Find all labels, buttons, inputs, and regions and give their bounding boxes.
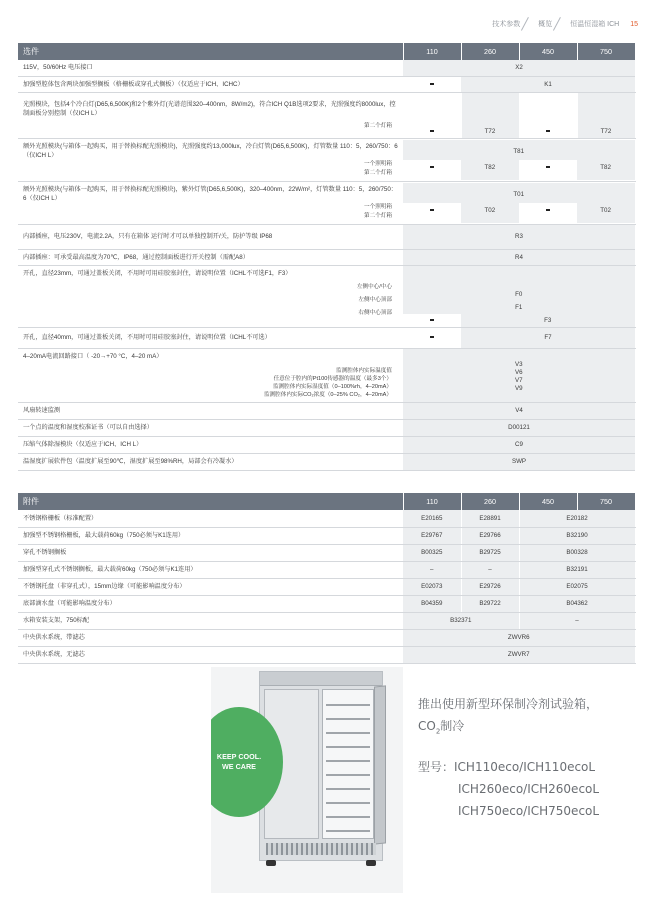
row-desc [18, 181, 403, 224]
model-line: ICH750eco/ICH750ecoL [458, 804, 600, 819]
row-value: V6 [514, 368, 523, 376]
cell-260: E29766 [461, 527, 519, 544]
accessories-table [18, 493, 636, 664]
model-line: ICH260eco/ICH260ecoL [458, 782, 600, 797]
dash-mark [430, 319, 434, 321]
dash-mark [430, 83, 434, 85]
row-desc: 水箱安装支架，750标配 [18, 612, 403, 629]
model-label: 型号： [418, 760, 455, 775]
table-row [18, 510, 635, 527]
row-desc: 一个点的温度和湿度校准证书（可以自由选择） [18, 419, 403, 436]
row-desc: 115V，50/60Hz 电压接口 [18, 60, 403, 76]
row-desc-text: 4–20mA电流回路接口（ -20→+70 °C，4–20 mA） [23, 352, 163, 360]
table-title: 选件 [18, 43, 403, 60]
dash-mark [430, 336, 434, 338]
cell-260: T72 [461, 92, 519, 138]
row-sub: 第二个灯箱 [364, 122, 392, 129]
cell-260: E28891 [461, 510, 519, 527]
row-value: F3 [461, 314, 635, 327]
cell-110 [403, 203, 461, 223]
dash-mark [430, 130, 434, 132]
row-desc: 不锈钢托盘（非穿孔式），15mm边缘（可能影响温度分布） [18, 578, 403, 595]
cell-110-260: B32371 [403, 612, 519, 629]
table-row [18, 224, 635, 249]
dash-mark [430, 209, 434, 211]
table-row [18, 612, 635, 629]
row-value: V7 [514, 376, 523, 384]
breadcrumb-item[interactable]: 恒温恒湿箱 ICH [570, 21, 620, 28]
table-row [18, 327, 635, 348]
row-desc: 底部滴水盘（可能影响温度分布） [18, 595, 403, 612]
cell-110 [403, 76, 461, 92]
cell-260: – [461, 561, 519, 578]
cell-110 [403, 92, 461, 138]
breadcrumb-separator [555, 17, 567, 31]
cell-110: B04359 [403, 595, 461, 612]
row-value: T01 [403, 183, 635, 203]
cell-110 [403, 160, 461, 180]
co2-text: CO [418, 719, 436, 733]
row-value: R3 [403, 224, 635, 249]
column-header: 260 [461, 43, 519, 60]
cell-110 [403, 314, 461, 327]
row-value: D00121 [403, 419, 635, 436]
table-row [18, 527, 635, 544]
table-row [18, 402, 635, 419]
row-desc [18, 348, 403, 402]
column-header: 750 [577, 493, 635, 510]
column-header: 110 [403, 43, 461, 60]
table-title: 附件 [18, 493, 403, 510]
row-desc-text: 额外光照模块(与箱体一起购买，用于替换标配光照模块)，紫外灯管(D65,6,500K)，320–400nm，22W/m²，灯管数量 110：5，260/750：6（仅ICH L） [23, 185, 397, 202]
row-value: F0 [403, 288, 635, 301]
row-sub: 左侧中心/中心 [356, 283, 392, 290]
cell-110: E29767 [403, 527, 461, 544]
row-desc: 内部插座，电压230V，电流2.2A，只有在箱体 运行时才可以单独控制开/关，防护等级 IP68 [18, 224, 403, 249]
model-name: ICH110eco/ICH110ecoL [454, 760, 596, 775]
table-row [18, 595, 635, 612]
row-value: T81 [403, 140, 635, 160]
table-row [18, 181, 635, 224]
row-value: V4 [403, 402, 635, 419]
row-value: F1 [403, 301, 635, 314]
row-sub: 监测腔体内实际温度值 [336, 367, 392, 374]
open-door [374, 685, 386, 844]
dash-mark [546, 166, 550, 168]
row-desc: 中央供水系统，带滤芯 [18, 629, 403, 646]
table-row [18, 348, 635, 402]
row-desc: 加强型穿孔式不锈钢搁板，最大载荷60kg（750必须与K1连用） [18, 561, 403, 578]
row-desc: 加强型腔体包含两块加强型搁板（格栅板或穿孔式搁板）（仅适应于ICH、ICHC） [18, 76, 403, 92]
table-row [18, 265, 635, 327]
table-row [18, 578, 635, 595]
cell-110: E20165 [403, 510, 461, 527]
cell-450 [519, 203, 577, 223]
column-header: 450 [519, 493, 577, 510]
table-row [18, 138, 635, 181]
table-row [18, 92, 635, 138]
cell-450-750: B32190 [519, 527, 635, 544]
cell-260: B29725 [461, 544, 519, 561]
cell-110: B00325 [403, 544, 461, 561]
cell-260: T02 [461, 203, 519, 223]
row-value: ZWVR6 [403, 629, 635, 646]
model-line [418, 756, 643, 778]
row-desc: 风扇转速监测 [18, 402, 403, 419]
row-sub: 监测腔体内实际CO₂浓度（0–25% CO₂，4–20mA） [263, 391, 392, 398]
promo-co2 [418, 715, 643, 742]
row-desc: 温湿度扩展软件包（温度扩展至90℃，湿度扩展至98%RH，局部会有冷凝水） [18, 453, 403, 470]
row-value: F7 [461, 327, 635, 348]
open-chamber [322, 689, 374, 839]
row-value: V3 [514, 360, 523, 368]
caster [266, 860, 276, 866]
cell-260: B29722 [461, 595, 519, 612]
dash-mark [546, 130, 550, 132]
row-desc [18, 92, 403, 138]
cell-260: T82 [461, 160, 519, 180]
cell-450 [519, 92, 577, 138]
row-value-group [403, 348, 635, 402]
eco-badge [211, 707, 283, 817]
row-value: K1 [461, 76, 635, 92]
cell-450-750: B32191 [519, 561, 635, 578]
row-desc [18, 138, 403, 181]
table-row [18, 419, 635, 436]
breadcrumb-item[interactable]: 概览 [538, 21, 553, 28]
table-row [18, 629, 635, 646]
co2-subscript: 2 [435, 727, 441, 736]
row-sub: 第二个灯箱 [364, 169, 392, 176]
table-row [18, 76, 635, 92]
row-sub: 第二个灯箱 [364, 212, 392, 219]
column-header: 110 [403, 493, 461, 510]
promo-line: 推出使用新型环保制冷剂试验箱， [418, 697, 599, 711]
row-value: SWP [403, 453, 635, 470]
row-value-group [403, 265, 635, 327]
table-row [18, 436, 635, 453]
cell-450-750: – [519, 612, 635, 629]
row-sub: 左侧中心顶部 [358, 296, 392, 303]
row-value: ZWVR7 [403, 646, 635, 663]
row-desc [18, 265, 403, 327]
cell-260: E29726 [461, 578, 519, 595]
cell-450-750: B04362 [519, 595, 635, 612]
cell-750: T02 [577, 203, 635, 223]
cell-110: E02073 [403, 578, 461, 595]
row-value: C9 [403, 436, 635, 453]
row-desc: 开孔，直径40mm，可通过盖板关闭，不用时可用硅胶塞封住，请说明位置（ICHL不可选） [18, 327, 403, 348]
breadcrumb [489, 16, 638, 32]
row-sub: 右侧中心顶部 [358, 309, 392, 316]
caster [366, 860, 376, 866]
breadcrumb-item[interactable]: 技术参数 [492, 21, 521, 28]
row-sub: 一个照明箱 [364, 203, 392, 210]
options-table [18, 43, 636, 471]
column-header: 750 [577, 43, 635, 60]
cell-110: – [403, 561, 461, 578]
row-desc: 中央供水系统，无滤芯 [18, 646, 403, 663]
row-desc: 压缩气体除湿模块（仅适应于ICH、ICH L） [18, 436, 403, 453]
row-desc: 不锈钢格栅板（标准配置） [18, 510, 403, 527]
row-desc: 内部插座：可承受最高温度为70℃，IP68，通过控制面板进行开关控制（需配A8） [18, 249, 403, 265]
row-desc: 加强型不锈钢格栅板，最大载荷60kg（750必须与K1连用） [18, 527, 403, 544]
row-desc-text: 开孔，直径23mm，可通过盖板关闭，不用时可用硅胶塞封住，请说明位置（ICHL不可选F1，F3） [23, 269, 292, 277]
row-sub: 一个照明箱 [364, 160, 392, 167]
table-row [18, 60, 635, 76]
badge-text: WE CARE [222, 762, 256, 771]
cell-110 [403, 327, 461, 348]
cell-750: T82 [577, 160, 635, 180]
cell-750: T72 [577, 92, 635, 138]
control-panel [260, 672, 382, 686]
cell-450-750: E02075 [519, 578, 635, 595]
row-value: R4 [403, 249, 635, 265]
row-value-group [403, 138, 635, 181]
row-value-group [403, 181, 635, 224]
badge-text: KEEP COOL. [216, 752, 262, 761]
row-value: X2 [403, 60, 635, 76]
table-row [18, 561, 635, 578]
row-sub: 任意位于腔内的Pt100传感器的温度（最多3个） [273, 375, 392, 382]
row-sub: 监测腔体内实际湿度值（0–100%rh，4–20mA） [272, 383, 392, 390]
row-desc-text: 光照模块，包括4个冷白灯(D65,6,500K)和2个紫外灯(光谱范围320–400nm，8W/m2)，符合ICH Q1B选项2要求，光照强度约8000lux，控制面板分别控制（仅ICH L） [23, 100, 396, 117]
table-row [18, 544, 635, 561]
table-row [18, 249, 635, 265]
row-value: V9 [514, 384, 523, 392]
promo-text [418, 693, 643, 822]
row-desc: 穿孔不锈钢搁板 [18, 544, 403, 561]
cell-450-750: E20182 [519, 510, 635, 527]
dash-mark [430, 166, 434, 168]
cell-450 [519, 160, 577, 180]
cell-450-750: B00328 [519, 544, 635, 561]
column-header: 260 [461, 493, 519, 510]
dash-mark [546, 209, 550, 211]
co2-suffix: 制冷 [440, 719, 465, 733]
breadcrumb-separator [523, 17, 535, 31]
table-row [18, 453, 635, 470]
product-image [211, 667, 403, 893]
row-desc-text: 额外光照模块(与箱体一起购买，用于替换标配光照模块)，光照强度约13,000lux，冷白灯管(D65,6,500K)，灯管数量 110：5，260/750：6（仅ICH L） [23, 142, 398, 159]
column-header: 450 [519, 43, 577, 60]
table-row [18, 646, 635, 663]
vent-grill [266, 843, 376, 855]
page-number: 15 [630, 20, 638, 28]
